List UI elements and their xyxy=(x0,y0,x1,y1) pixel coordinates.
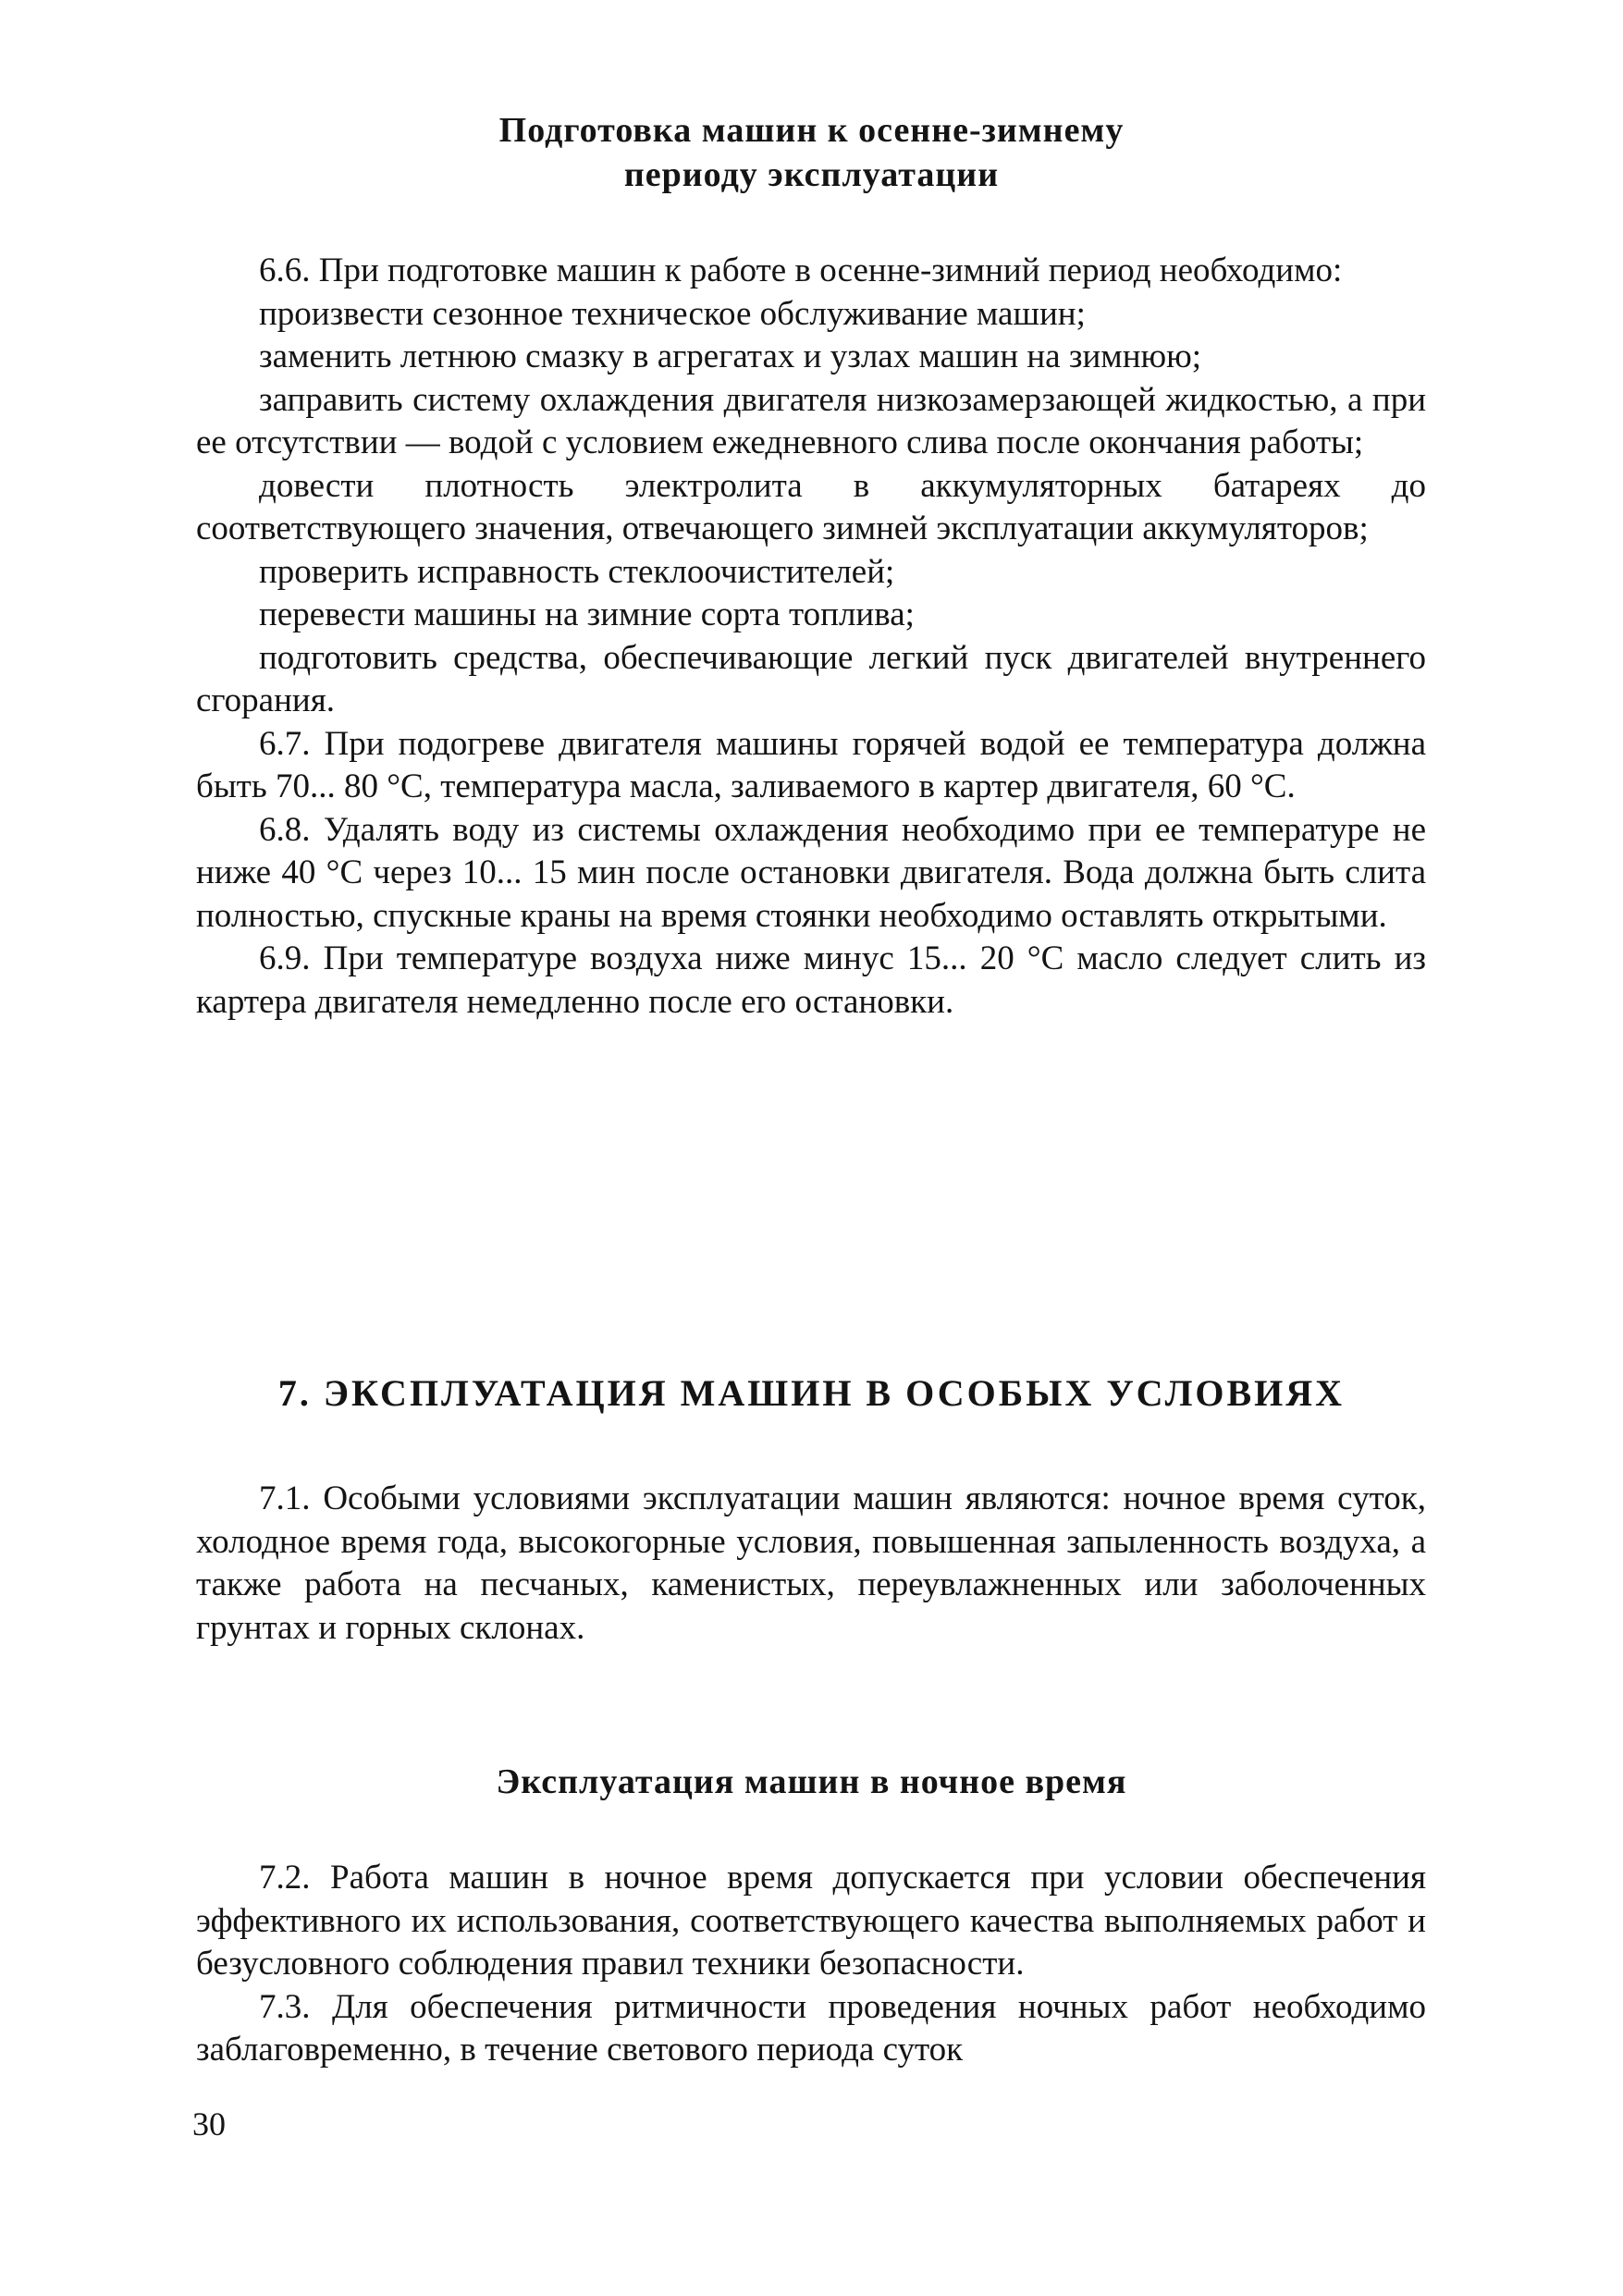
section-6-heading-line-2: периоду эксплуатации xyxy=(623,155,1000,194)
paragraph-6-6: 6.6. При подготовке машин к работе в осенне-зимний период необходимо: xyxy=(259,252,1343,289)
section-7-intro xyxy=(196,1478,1426,1650)
list-item-maintenance: произвести сезонное техническое обслуживание машин; xyxy=(259,294,1086,333)
night-operation-heading: Эксплуатация машин в ночное время xyxy=(496,1762,1127,1801)
night-operation-body xyxy=(196,1857,1426,2072)
list-item-lubricant: заменить летнюю смазку в агрегатах и узлах машин на зимнюю; xyxy=(259,338,1202,375)
list-item-coolant: заправить систему охлаждения двигателя низкозамерзающей жидкостью, а при ее отсутствии — водой с условием ежедневного слива после окончания работы; xyxy=(196,380,1426,461)
paragraph-7-3: 7.3. Для обеспечения ритмичности проведения ночных работ необходимо заблаговременно, в течение светового периода суток xyxy=(196,1987,1426,2069)
paragraph-7-1: 7.1. Особыми условиями эксплуатации машин являются: ночное время суток, холодное время года, высокогорные условия, повышенная запыленность воздуха, а также работа на песчаных, каменистых, переувлажненных или заболоченных грунтах и горных склонах. xyxy=(196,1480,1426,1647)
list-item-fuel: перевести машины на зимние сорта топлива; xyxy=(259,595,915,633)
list-item-start-aids: подготовить средства, обеспечивающие легкий пуск двигателей внутреннего сгорания. xyxy=(196,638,1426,719)
paragraph-6-7: 6.7. При подогреве двигателя машины горячей водой ее температура должна быть 70... 80 °С, температура масла, заливаемого в картер двигателя, 60 °С. xyxy=(196,724,1426,805)
paragraph-6-8: 6.8. Удалять воду из системы охлаждения необходимо при ее температуре не ниже 40 °С через 10... 15 мин после остановки двигателя. Вода должна быть слита полностью, спускные краны на время стоянки необходимо оставлять открытыми. xyxy=(196,810,1426,935)
paragraph-6-9: 6.9. При температуре воздуха ниже минус 15... 20 °С масло следует слить из картера двигателя немедленно после его остановки. xyxy=(196,939,1426,1021)
page-number: 30 xyxy=(192,2106,226,2143)
section-7-title: 7. ЭКСПЛУАТАЦИЯ МАШИН В ОСОБЫХ УСЛОВИЯХ xyxy=(277,1372,1346,1414)
paragraph-7-2: 7.2. Работа машин в ночное время допускается при условии обеспечения эффективного их использования, соответствующего качества выполняемых работ и безусловного соблюдения правил техники безопасности. xyxy=(196,1859,1426,1983)
section-6-body xyxy=(196,250,1426,1024)
list-item-wipers: проверить исправность стеклоочистителей; xyxy=(259,552,895,591)
section-6-heading-line-1: Подготовка машин к осенне-зимнему xyxy=(498,111,1125,150)
list-item-electrolyte: довести плотность электролита в аккумуляторных батареях до соответствующего значения, отвечающего зимней эксплуатации аккумуляторов; xyxy=(196,466,1426,547)
